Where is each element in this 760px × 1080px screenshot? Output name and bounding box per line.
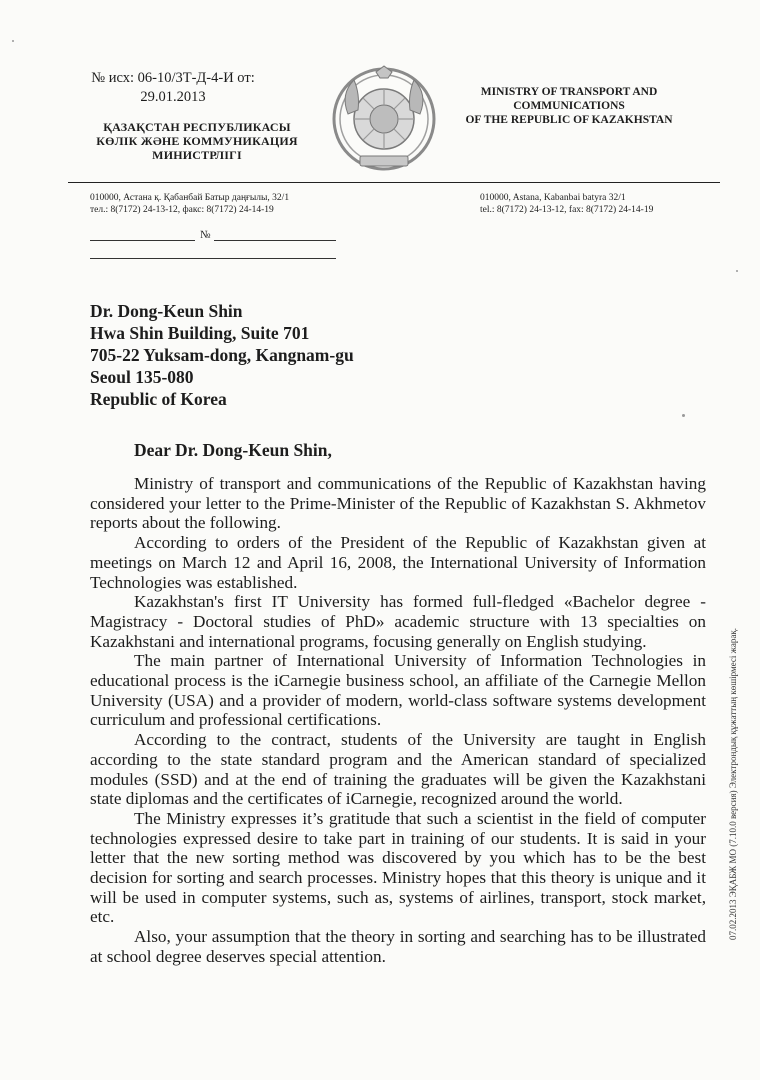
- letter-body: [90, 474, 706, 967]
- number-sign: №: [200, 229, 211, 241]
- electronic-copy-note: 07.02.2013 ЭҚАБЖ МО (7.10.0 версия) Электрондық құжаттың көшірмесі жарақ.: [728, 628, 738, 940]
- ministry-kz-line: КӨЛІК ЖӘНЕ КОММУНИКАЦИЯ: [96, 134, 298, 148]
- registration-number-line: [214, 240, 336, 241]
- body-paragraph: Ministry of transport and communications of the Republic of Kazakhstan having considered your letter to the Prime-Minister of the Republic of Kazakhstan S. Akhmetov reports about the following.: [90, 474, 706, 533]
- outgoing-reference: № исх: 06-10/3Т-Д-4-И от:: [91, 70, 255, 86]
- recipient-line: Republic of Korea: [90, 389, 227, 409]
- address-kz-line: тел.: 8(7172) 24-13-12, факс: 8(7172) 24-14-19: [90, 205, 274, 215]
- body-paragraph: The main partner of International University of Information Technologies in educational process is the iCarnegie business school, an affiliate of the Carnegie Mellon University (USA) and a provider of modern, world-class software systems development curriculum and professional certifications.: [90, 651, 706, 730]
- ministry-name-en: [444, 85, 694, 127]
- recipient-line: Hwa Shin Building, Suite 701: [90, 323, 310, 343]
- address-en: [480, 192, 740, 216]
- scan-speck: [736, 270, 738, 272]
- recipient-line: 705-22 Yuksam-dong, Kangnam-gu: [90, 345, 354, 365]
- outgoing-date: 29.01.2013: [140, 89, 206, 105]
- ministry-kz-line: ҚАЗАҚСТАН РЕСПУБЛИКАСЫ: [103, 120, 291, 134]
- address-en-line: tel.: 8(7172) 24-13-12, fax: 8(7172) 24-14-19: [480, 205, 654, 215]
- state-emblem-icon: [330, 64, 438, 174]
- body-paragraph: Kazakhstan's first IT University has formed full-fledged «Bachelor degree - Magistracy - Doctoral studies of PhD» academic structure with 13 specialties on Kazakhstani and international programs, focusing generally on English studying.: [90, 592, 706, 651]
- body-paragraph: According to the contract, students of the University are taught in English according to the state standard program and the American standard of specialized modules (SSD) and at the end of training the graduates will be given the Kazakhstani state diplomas and the certificates of iCarnegie, recognized around the world.: [90, 730, 706, 809]
- ministry-en-line: COMMUNICATIONS: [513, 100, 625, 112]
- registration-date-line: [90, 240, 195, 241]
- ministry-name-kz: [72, 120, 322, 162]
- recipient-line: Seoul 135-080: [90, 367, 194, 387]
- recipient-address: [90, 300, 354, 410]
- address-kz: [90, 192, 390, 216]
- recipient-line: Dr. Dong-Keun Shin: [90, 301, 243, 321]
- header-divider: [68, 182, 720, 183]
- scan-speck: [12, 40, 14, 42]
- body-paragraph: According to orders of the President of the Republic of Kazakhstan given at meetings on March 12 and April 16, 2008, the International University of Information Technologies was established.: [90, 533, 706, 592]
- body-paragraph: The Ministry expresses it’s gratitude that such a scientist in the field of computer technologies expressed desire to take part in training of our students. It is said in your letter that the new sorting method was discovered by you which has to be the best decision for sorting and search processes. Ministry hopes that this theory is unique and it will be used in computer systems, such as, systems of airlines, transport, stock market, etc.: [90, 808, 706, 927]
- address-en-line: 010000, Astana, Kabanbai batyra 32/1: [480, 193, 626, 203]
- registration-extra-line: [90, 258, 336, 259]
- ministry-en-line: OF THE REPUBLIC OF KAZAKHSTAN: [465, 114, 673, 126]
- scan-speck: [682, 414, 685, 417]
- ministry-kz-line: МИНИСТРЛІГІ: [152, 148, 242, 162]
- ministry-en-line: MINISTRY OF TRANSPORT AND: [480, 86, 658, 98]
- address-kz-line: 010000, Астана қ. Қабанбай Батыр даңғылы, 32/1: [90, 193, 290, 203]
- greeting: Dear Dr. Dong-Keun Shin,: [134, 440, 332, 460]
- body-paragraph: Also, your assumption that the theory in sorting and searching has to be illustrated at school degree deserves special attention.: [90, 927, 706, 966]
